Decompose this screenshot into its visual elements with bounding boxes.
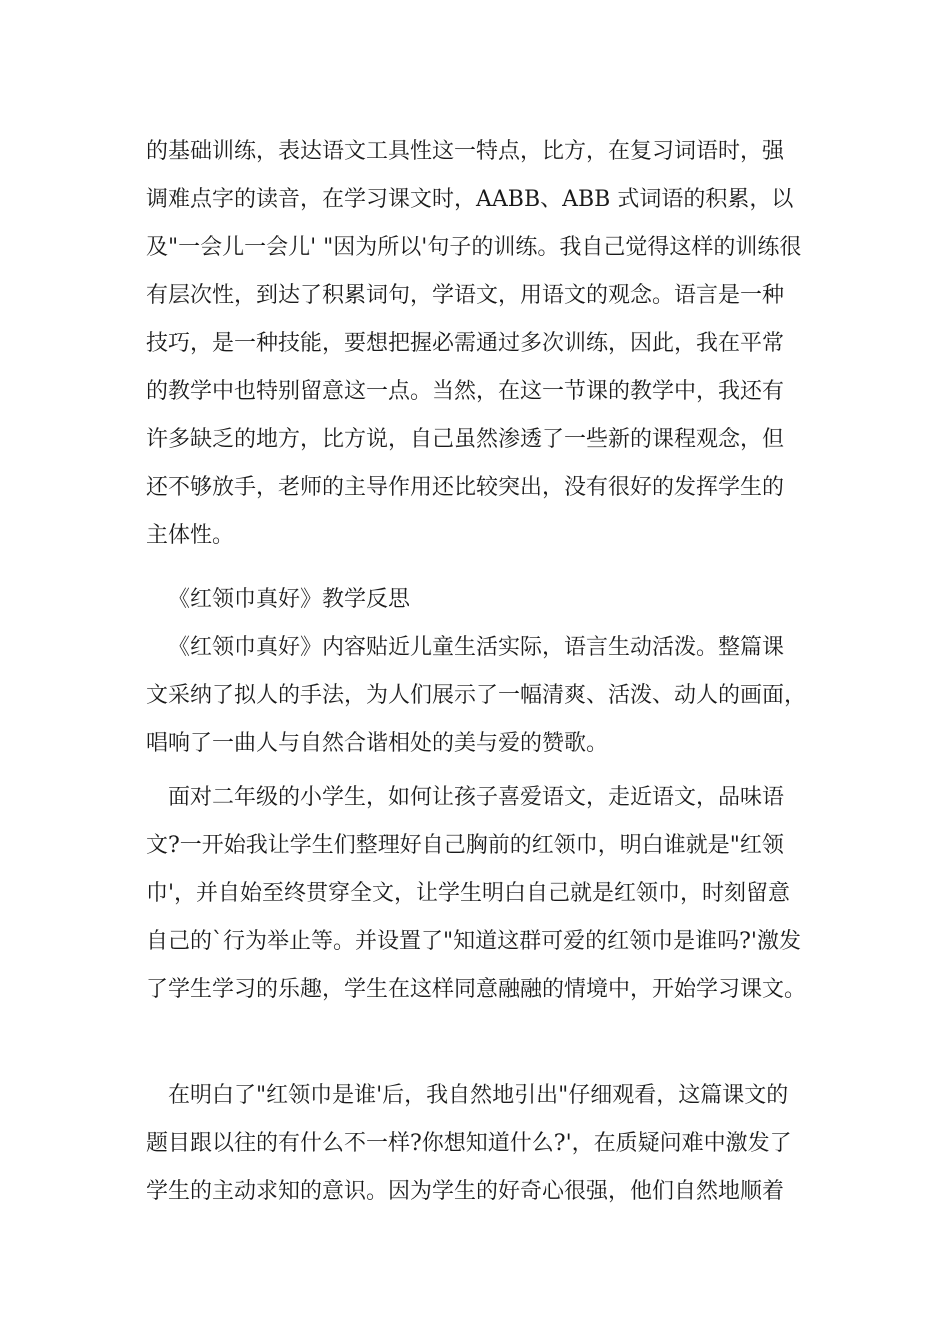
paragraph-1: [146, 128, 826, 560]
paragraph-4: [146, 1072, 826, 1216]
text-line: 面对二年级的小学生，如何让孩子喜爱语文，走近语文，品味语: [168, 785, 785, 810]
text-line: 《红领巾真好》内容贴近儿童生活实际，语言生动活泼。整篇课: [168, 635, 785, 660]
text-line: 了学生学习的乐趣，学生在这样同意融融的情境中，开始学习课文。: [146, 977, 807, 1002]
text-line: 还不够放手，老师的主导作用还比较突出，没有很好的发挥学生的: [146, 475, 785, 500]
text-line: 及"一会儿一会儿' "因为所以'句子的训练。我自己觉得这样的训练很: [146, 235, 802, 260]
paragraph-3: [146, 774, 826, 1014]
text-line: 题目跟以往的有什么不一样?你想知道什么?'，在质疑问难中激发了: [146, 1131, 792, 1156]
text-line: 有层次性，到达了积累词句，学语文，用语文的观念。语言是一种: [146, 283, 785, 308]
text-line: 文?一开始我让学生们整理好自己胸前的红领巾，明白谁就是"红领: [146, 833, 784, 858]
text-line: 学生的主动求知的意识。因为学生的好奇心很强，他们自然地顺着: [146, 1179, 785, 1204]
text-line: 唱响了一曲人与自然合谐相处的美与爱的赞歌。: [146, 731, 609, 756]
paragraph-2: [146, 624, 826, 768]
text-line: 自己的`行为举止等。并设置了"知道这群可爱的红领巾是谁吗?'激发: [146, 929, 801, 954]
text-line: 的基础训练，表达语文工具性这一特点，比方，在复习词语时，强: [146, 139, 785, 164]
section-heading: 《红领巾真好》教学反思: [168, 587, 411, 612]
section-heading-block: [146, 576, 826, 624]
text-line: 调难点字的读音，在学习课文时，AABB、ABB 式词语的积累，以: [146, 187, 794, 212]
text-line: 巾'，并自始至终贯穿全文，让学生明白自己就是红领巾，时刻留意: [146, 881, 791, 906]
text-line: 在明白了"红领巾是谁'后，我自然地引出"仔细观看，这篇课文的: [168, 1083, 789, 1108]
text-line: 技巧，是一种技能，要想把握必需通过多次训练，因此，我在平常: [146, 331, 785, 356]
text-line: 许多缺乏的地方，比方说，自己虽然渗透了一些新的课程观念，但: [146, 427, 785, 452]
text-line: 文采纳了拟人的手法，为人们展示了一幅清爽、活泼、动人的画面，: [146, 683, 807, 708]
text-line: 主体性。: [146, 523, 235, 548]
text-line: 的教学中也特别留意这一点。当然，在这一节课的教学中，我还有: [146, 379, 785, 404]
